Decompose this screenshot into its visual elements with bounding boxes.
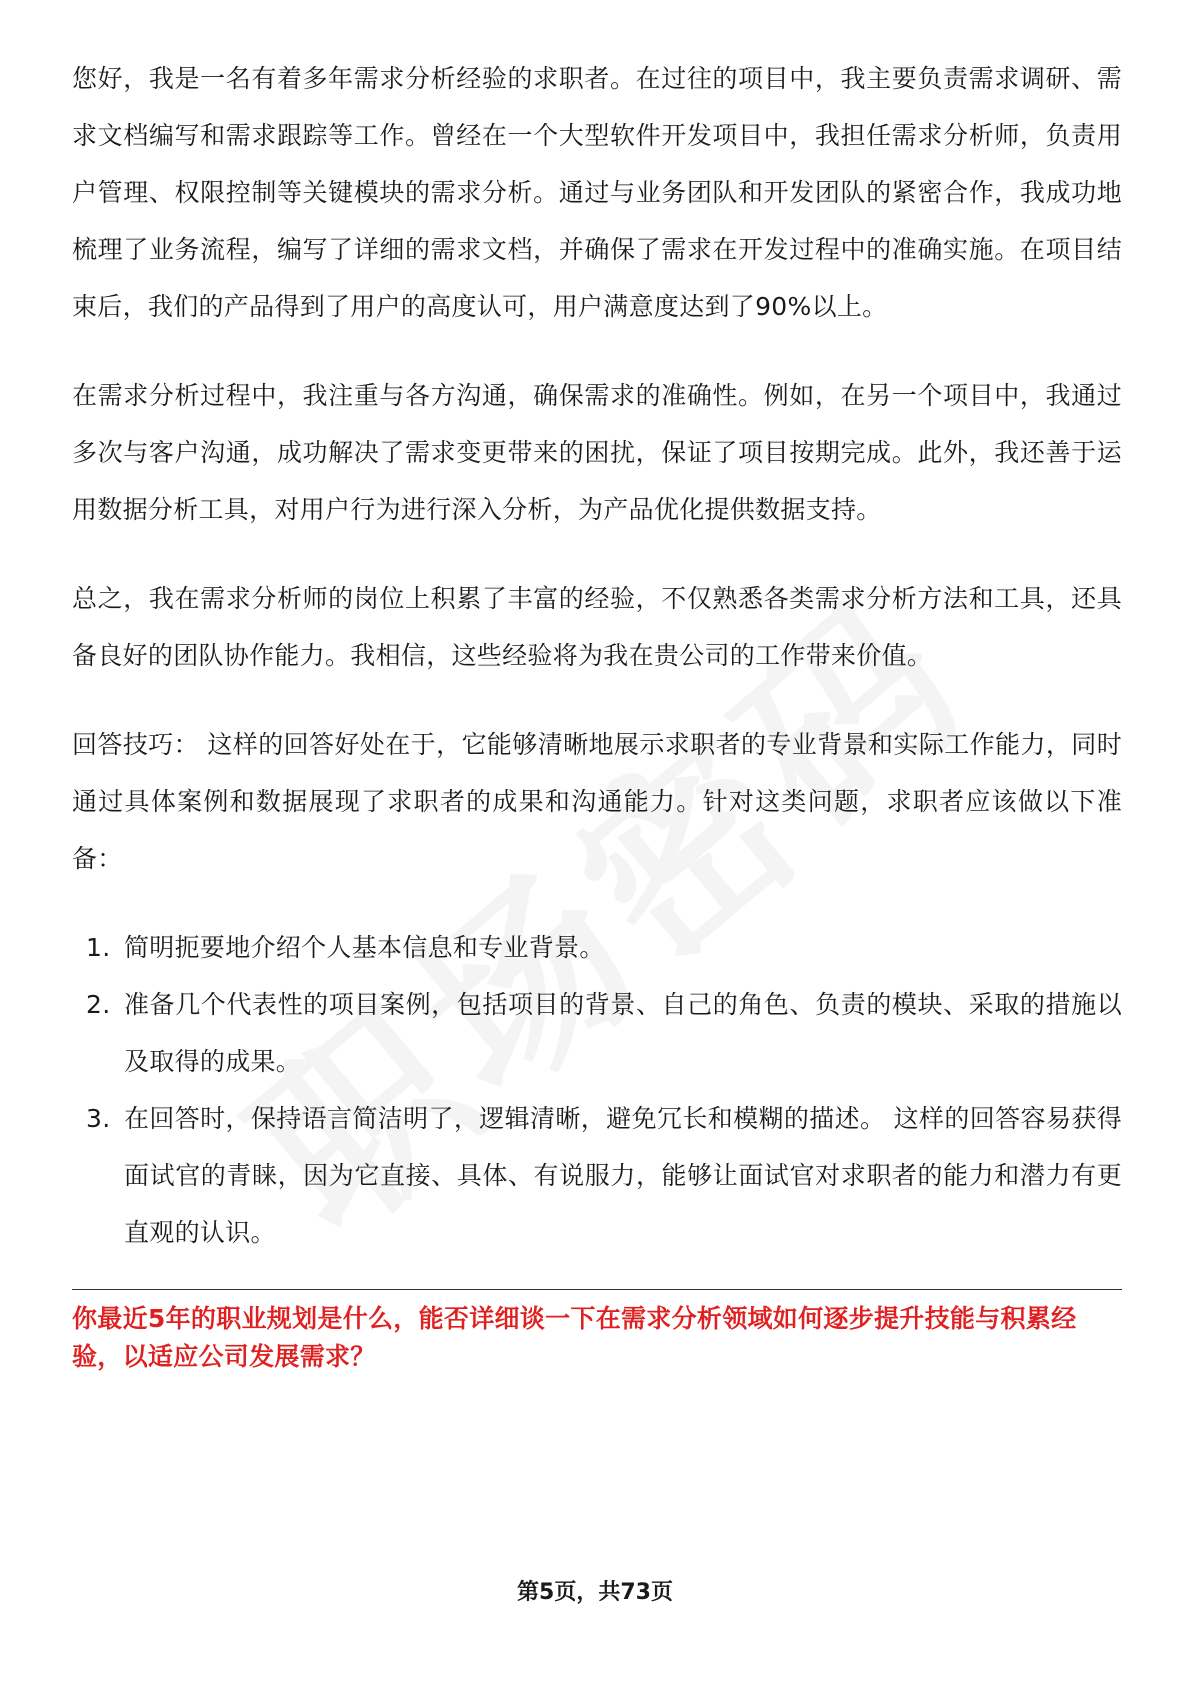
page-number-footer: 第5页，共73页 (517, 1580, 673, 1605)
preparation-list (72, 919, 1122, 1261)
answer-paragraph-1: 您好，我是一名有着多年需求分析经验的求职者。在过往的项目中，我主要负责需求调研、需求文档编写和需求跟踪等工作。曾经在一个大型软件开发项目中，我担任需求分析师，负责用户管理、权限控制等关键模块的需求分析。通过与业务团队和开发团队的紧密合作，我成功地梳理了业务流程，编写了详细的需求文档，并确保了需求在开发过程中的准确实施。在项目结束后，我们的产品得到了用户的高度认可，用户满意度达到了90%以上。 (72, 64, 1122, 321)
list-item-text: 在回答时，保持语言简洁明了，逻辑清晰，避免冗长和模糊的描述。 这样的回答容易获得面试官的青睐，因为它直接、具体、有说服力，能够让面试官对求职者的能力和潜力有更直观的认识。 (124, 1104, 1122, 1247)
list-item (72, 1090, 1122, 1261)
list-item (72, 919, 1122, 976)
answer-tips-paragraph: 回答技巧： 这样的回答好处在于，它能够清晰地展示求职者的专业背景和实际工作能力，同时通过具体案例和数据展现了求职者的成果和沟通能力。针对这类问题，求职者应该做以下准备： (72, 730, 1122, 873)
section-divider (72, 1289, 1122, 1290)
answer-paragraph-3: 总之，我在需求分析师的岗位上积累了丰富的经验，不仅熟悉各类需求分析方法和工具，还具备良好的团队协作能力。我相信，这些经验将为我在贵公司的工作带来价值。 (72, 584, 1122, 670)
list-item-text: 准备几个代表性的项目案例，包括项目的背景、自己的角色、负责的模块、采取的措施以及取得的成果。 (124, 990, 1122, 1076)
answer-paragraph-2: 在需求分析过程中，我注重与各方沟通，确保需求的准确性。例如，在另一个项目中，我通过多次与客户沟通，成功解决了需求变更带来的困扰，保证了项目按期完成。此外，我还善于运用数据分析工具，对用户行为进行深入分析，为产品优化提供数据支持。 (72, 381, 1122, 524)
list-item-number: 2. (86, 990, 111, 1019)
list-item-number: 3. (86, 1104, 111, 1133)
next-question-heading: 你最近5年的职业规划是什么，能否详细谈一下在需求分析领域如何逐步提升技能与积累经验，以适应公司发展需求？ (72, 1304, 1077, 1371)
document-page (72, 50, 1122, 1376)
list-item (72, 976, 1122, 1090)
list-item-text: 简明扼要地介绍个人基本信息和专业背景。 (124, 933, 605, 962)
list-item-number: 1. (86, 933, 111, 962)
